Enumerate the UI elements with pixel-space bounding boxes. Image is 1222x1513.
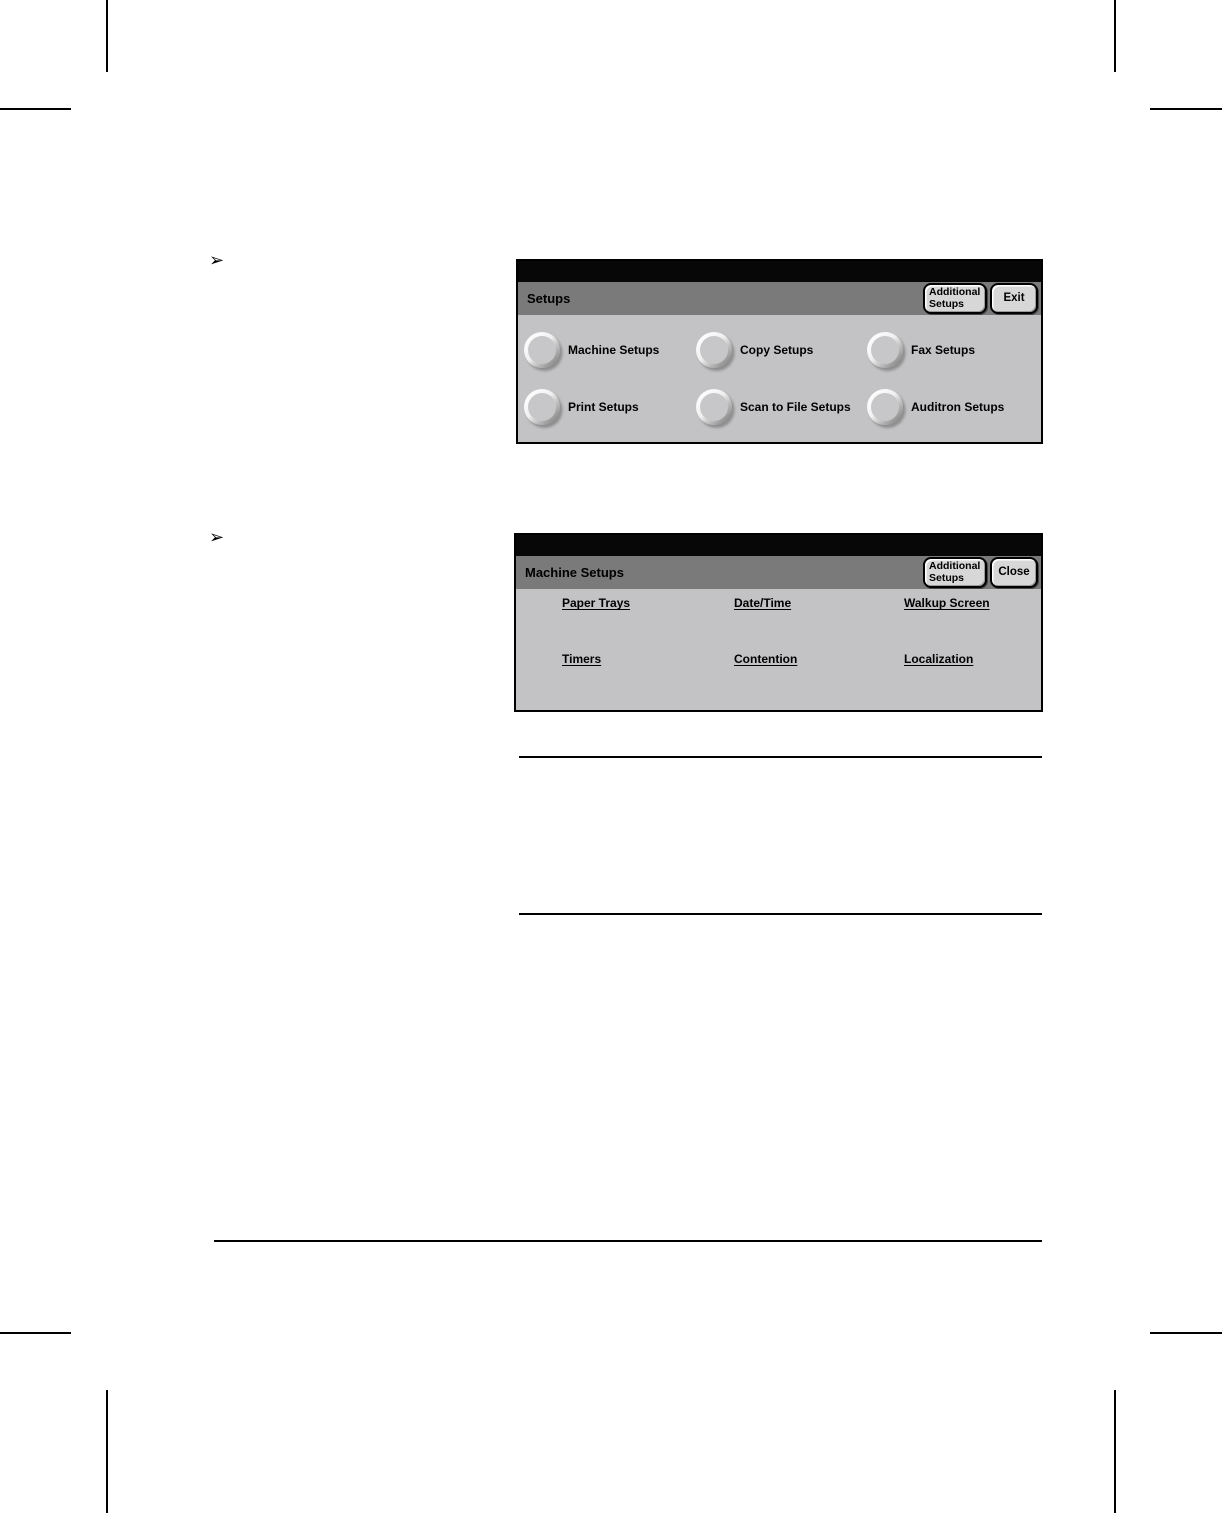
option-label: Contention — [734, 652, 798, 666]
option-label: Auditron Setups — [911, 400, 1005, 414]
crop-mark-bottom-left-vertical — [106, 1390, 108, 1513]
machine-setups-screen-body — [516, 589, 1041, 710]
option-label: Copy Setups — [740, 343, 814, 357]
setups-screen — [516, 259, 1043, 444]
round-button-face — [524, 332, 560, 368]
round-button-face — [867, 389, 903, 425]
round-button-face — [696, 389, 732, 425]
option-button-machine-setups[interactable] — [524, 332, 659, 368]
option-button-localization[interactable] — [866, 652, 973, 667]
option-button-date-time[interactable] — [696, 596, 791, 611]
option-label: Paper Trays — [562, 596, 631, 610]
arrow-bullet-icon: ➢ — [209, 527, 225, 548]
crop-mark-left-bottom-horizontal — [0, 1332, 71, 1334]
machine-setups-screen-title: Machine Setups — [525, 565, 624, 580]
screen-black-bar — [518, 261, 1041, 282]
close-button[interactable]: Close — [990, 557, 1038, 588]
crop-mark-top-right-vertical — [1114, 0, 1116, 72]
exit-button[interactable]: Exit — [990, 283, 1038, 314]
option-button-fax-setups[interactable] — [867, 332, 975, 368]
option-label: Scan to File Setups — [740, 400, 851, 414]
setups-title-bar — [518, 282, 1041, 315]
additional-setups-button[interactable]: Additional Setups — [923, 283, 987, 314]
note-rule-bottom — [519, 913, 1042, 915]
additional-setups-button[interactable]: Additional Setups — [923, 557, 987, 588]
title-bar-buttons — [923, 283, 1038, 314]
option-label: Localization — [904, 652, 974, 666]
round-button-face — [696, 332, 732, 368]
round-button-face — [867, 332, 903, 368]
option-button-scan-to-file-setups[interactable] — [696, 389, 851, 425]
machine-setups-title-bar — [516, 556, 1041, 589]
option-button-walkup-screen[interactable] — [866, 596, 990, 611]
screen-black-bar — [516, 535, 1041, 556]
option-label: Print Setups — [568, 400, 639, 414]
crop-mark-left-top-horizontal — [0, 108, 71, 110]
option-label: Fax Setups — [911, 343, 976, 357]
crop-mark-right-top-horizontal — [1150, 108, 1222, 110]
option-label: Timers — [562, 652, 602, 666]
option-button-contention[interactable] — [696, 652, 797, 667]
machine-setups-screen — [514, 533, 1043, 712]
crop-mark-bottom-right-vertical — [1114, 1390, 1116, 1513]
arrow-bullet-icon: ➢ — [209, 250, 225, 271]
option-button-copy-setups[interactable] — [696, 332, 813, 368]
title-bar-buttons — [923, 557, 1038, 588]
crop-mark-right-bottom-horizontal — [1150, 1332, 1222, 1334]
setups-screen-body — [518, 315, 1041, 442]
note-rule-top — [519, 756, 1042, 758]
option-label: Walkup Screen — [904, 596, 990, 610]
option-label: Date/Time — [734, 596, 792, 610]
option-label: Machine Setups — [568, 343, 660, 357]
crop-mark-top-left-vertical — [106, 0, 108, 72]
option-button-timers[interactable] — [524, 652, 601, 667]
option-button-print-setups[interactable] — [524, 389, 639, 425]
option-button-auditron-setups[interactable] — [867, 389, 1004, 425]
option-button-paper-trays[interactable] — [524, 596, 630, 611]
footer-rule — [214, 1240, 1042, 1242]
setups-screen-title: Setups — [527, 291, 571, 306]
round-button-face — [524, 389, 560, 425]
